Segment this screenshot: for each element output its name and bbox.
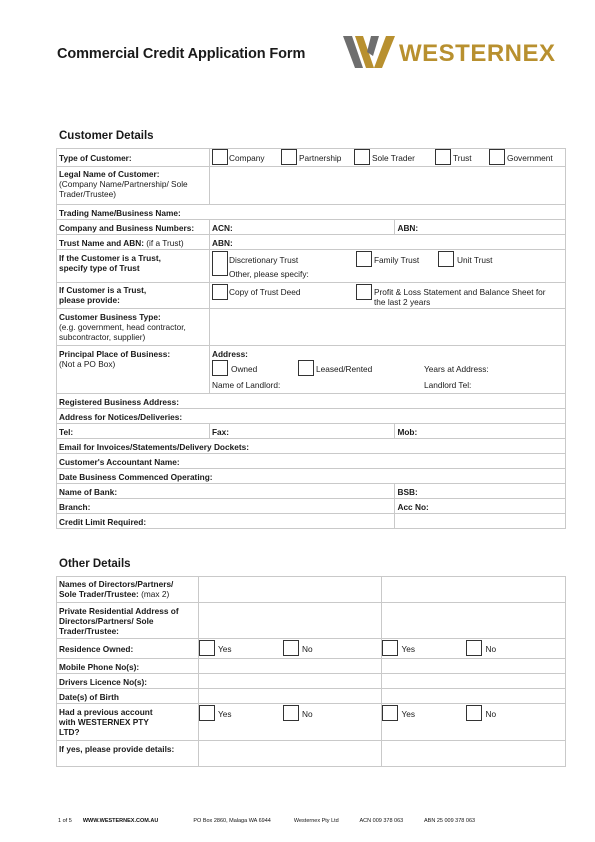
director-2-details-field[interactable] — [382, 741, 566, 767]
branch-label: Branch: — [59, 502, 91, 512]
details-label: If yes, please provide details: — [59, 744, 175, 754]
previous-2-yes-checkbox[interactable] — [382, 705, 398, 721]
date-commenced-field[interactable] — [57, 469, 566, 484]
acc-label: Acc No: — [397, 502, 429, 512]
trust-option-label: Trust — [452, 153, 472, 163]
company-numbers-label: Company and Business Numbers: — [59, 223, 195, 233]
notices-address-row — [57, 409, 566, 424]
mobile-label: Mobile Phone No(s): — [59, 662, 140, 672]
credit-limit-row — [57, 514, 566, 529]
email-label: Email for Invoices/Statements/Delivery Dockets: — [59, 442, 249, 452]
registered-address-field[interactable] — [57, 394, 566, 409]
landlord-name-label: Name of Landlord: — [211, 380, 281, 390]
director-1-details-field[interactable] — [198, 741, 382, 767]
trust-name-label: Trust Name and ABN: — [59, 238, 144, 248]
brand-logo — [343, 32, 573, 72]
trust-name-row — [57, 235, 566, 250]
sole-trader-option-label: Sole Trader — [371, 153, 415, 163]
director-2-name-field[interactable] — [382, 577, 566, 603]
leased-checkbox[interactable] — [298, 360, 314, 376]
other-trust-label: Other, please specify: — [228, 269, 309, 279]
years-at-address-label: Years at Address: — [423, 364, 489, 374]
trust-deed-checkbox[interactable] — [212, 284, 228, 300]
residence-2-yes-label: Yes — [401, 644, 416, 654]
residence-2-no-label: No — [485, 644, 497, 654]
bank-row — [57, 484, 566, 499]
previous-account-label: Had a previous account with WESTERNEX PTY LTD? — [59, 707, 153, 737]
trust-checkbox[interactable] — [435, 149, 451, 165]
accountant-label: Customer's Accountant Name: — [59, 457, 180, 467]
owned-checkbox[interactable] — [212, 360, 228, 376]
trading-name-row — [57, 205, 566, 220]
dob-label: Date(s) of Birth — [59, 692, 119, 702]
page-number: 1 of 5 — [58, 818, 72, 824]
legal-name-row — [57, 167, 566, 205]
discretionary-trust-label: Discretionary Trust — [228, 255, 299, 265]
acc-field[interactable] — [395, 499, 566, 514]
branch-field[interactable] — [57, 499, 395, 514]
previous-1-yes-checkbox[interactable] — [199, 705, 215, 721]
directors-hint: (max 2) — [141, 589, 170, 599]
abn-label: ABN: — [397, 223, 419, 233]
legal-name-label: Legal Name of Customer: — [59, 169, 160, 179]
director-1-licence-field[interactable] — [198, 674, 382, 689]
customer-details-table — [56, 148, 566, 529]
director-1-mobile-field[interactable] — [198, 659, 382, 674]
page-footer — [58, 818, 475, 824]
previous-2-no-checkbox[interactable] — [466, 705, 482, 721]
director-2-address-field[interactable] — [382, 603, 566, 639]
tel-field[interactable] — [57, 424, 210, 439]
director-1-address-field[interactable] — [198, 603, 382, 639]
profit-loss-label: Profit & Loss Statement and Balance Sheet for the last 2 years — [373, 287, 546, 307]
leased-label: Leased/Rented — [315, 364, 373, 374]
westernex-w-logo-icon — [343, 32, 399, 72]
bank-field[interactable] — [57, 484, 395, 499]
sole-trader-checkbox[interactable] — [354, 149, 370, 165]
trust-deed-label: Copy of Trust Deed — [228, 287, 301, 297]
registered-address-label: Registered Business Address: — [59, 397, 180, 407]
bank-label: Name of Bank: — [59, 487, 118, 497]
residence-2-no-checkbox[interactable] — [466, 640, 482, 656]
profit-loss-checkbox[interactable] — [356, 284, 372, 300]
previous-account-row — [57, 704, 566, 741]
previous-2-yes-label: Yes — [401, 709, 416, 719]
tel-fax-mob-row — [57, 424, 566, 439]
footer-po-box: PO Box 2860, Malaga WA 6944 — [193, 818, 271, 824]
fax-field[interactable] — [209, 424, 394, 439]
trust-type-label: If the Customer is a Trust, specify type of Trust — [59, 253, 161, 273]
family-trust-label: Family Trust — [373, 255, 420, 265]
brand-name: WESTERNEX — [399, 40, 556, 67]
previous-1-no-checkbox[interactable] — [283, 705, 299, 721]
residence-1-no-checkbox[interactable] — [283, 640, 299, 656]
fax-label: Fax: — [211, 427, 230, 437]
dob-row — [57, 689, 566, 704]
bsb-field[interactable] — [395, 484, 566, 499]
trust-abn-field[interactable] — [209, 235, 565, 250]
bsb-label: BSB: — [397, 487, 418, 497]
email-row — [57, 439, 566, 454]
legal-name-hint: (Company Name/Partnership/ Sole Trader/Trustee) — [59, 179, 188, 199]
trust-name-hint: (if a Trust) — [146, 238, 184, 248]
branch-row — [57, 499, 566, 514]
footer-website: WWW.WESTERNEX.COM.AU — [82, 818, 159, 824]
partnership-checkbox[interactable] — [281, 149, 297, 165]
customer-details-heading: Customer Details — [59, 130, 154, 142]
other-details-heading: Other Details — [59, 558, 131, 570]
previous-1-yes-label: Yes — [217, 709, 232, 719]
trust-type-row — [57, 250, 566, 283]
landlord-tel-label: Landlord Tel: — [423, 380, 472, 390]
type-of-customer-row — [57, 149, 566, 167]
details-row — [57, 741, 566, 767]
business-type-row — [57, 309, 566, 346]
residence-owned-row — [57, 639, 566, 659]
residence-1-yes-checkbox[interactable] — [199, 640, 215, 656]
business-type-field[interactable] — [209, 309, 565, 346]
residential-address-row — [57, 603, 566, 639]
type-of-customer-label: Type of Customer: — [59, 153, 132, 163]
trust-provide-row — [57, 283, 566, 309]
partnership-option-label: Partnership — [298, 153, 342, 163]
unit-trust-checkbox[interactable] — [438, 251, 454, 267]
legal-name-field[interactable] — [209, 167, 565, 205]
previous-2-no-label: No — [485, 709, 497, 719]
business-type-label: Customer Business Type: — [59, 312, 161, 322]
other-details-table — [56, 576, 566, 767]
trading-name-field[interactable] — [57, 205, 566, 220]
principal-place-label: Principal Place of Business: — [59, 349, 171, 359]
company-checkbox[interactable] — [212, 149, 228, 165]
director-2-mobile-field[interactable] — [382, 659, 566, 674]
previous-1-no-label: No — [301, 709, 313, 719]
trust-provide-label: If Customer is a Trust, please provide: — [59, 285, 147, 305]
notices-address-label: Address for Notices/Deliveries: — [59, 412, 183, 422]
government-option-label: Government — [506, 153, 553, 163]
trust-abn-label: ABN: — [211, 238, 233, 248]
director-2-licence-field[interactable] — [382, 674, 566, 689]
unit-trust-label: Unit Trust — [456, 255, 493, 265]
discretionary-trust-checkbox[interactable] — [212, 251, 228, 267]
residence-2-yes-checkbox[interactable] — [382, 640, 398, 656]
business-type-hint: (e.g. government, head contractor, subcontractor, supplier) — [59, 322, 186, 342]
government-checkbox[interactable] — [489, 149, 505, 165]
residence-1-yes-label: Yes — [217, 644, 232, 654]
licence-row — [57, 674, 566, 689]
acn-field[interactable] — [209, 220, 394, 235]
date-commenced-label: Date Business Commenced Operating: — [59, 472, 213, 482]
mob-label: Mob: — [397, 427, 418, 437]
footer-acn: ACN 009 378 063 — [359, 818, 404, 824]
director-2-dob-field[interactable] — [382, 689, 566, 704]
directors-row — [57, 577, 566, 603]
mob-field[interactable] — [395, 424, 566, 439]
date-commenced-row — [57, 469, 566, 484]
family-trust-checkbox[interactable] — [356, 251, 372, 267]
notices-address-field[interactable] — [57, 409, 566, 424]
acn-label: ACN: — [211, 223, 233, 233]
licence-label: Drivers Licence No(s): — [59, 677, 148, 687]
director-1-dob-field[interactable] — [198, 689, 382, 704]
footer-abn: ABN 25 009 378 063 — [424, 818, 476, 824]
principal-place-row — [57, 346, 566, 394]
directors-label: Names of Directors/Partners/ Sole Trader/Trustee: — [59, 579, 174, 599]
other-trust-checkbox[interactable] — [212, 266, 228, 276]
page-title: Commercial Credit Application Form — [57, 46, 306, 62]
abn-field[interactable] — [395, 220, 566, 235]
accountant-field[interactable] — [57, 454, 566, 469]
address-label: Address: — [211, 349, 248, 359]
principal-place-hint: (Not a PO Box) — [59, 359, 116, 369]
company-numbers-row — [57, 220, 566, 235]
email-field[interactable] — [57, 439, 566, 454]
accountant-row — [57, 454, 566, 469]
owned-label: Owned — [230, 364, 258, 374]
residential-address-label: Private Residential Address of Directors/Partners/ Sole Trader/Trustee: — [59, 606, 179, 636]
company-option-label: Company — [228, 153, 265, 163]
residence-1-no-label: No — [301, 644, 313, 654]
footer-company: Westernex Pty Ltd — [293, 818, 339, 824]
credit-limit-field[interactable] — [57, 514, 395, 529]
mobile-row — [57, 659, 566, 674]
tel-label: Tel: — [59, 427, 74, 437]
trading-name-label: Trading Name/Business Name: — [59, 208, 181, 218]
registered-address-row — [57, 394, 566, 409]
residence-owned-label: Residence Owned: — [59, 644, 134, 654]
director-1-name-field[interactable] — [198, 577, 382, 603]
credit-limit-label: Credit Limit Required: — [59, 517, 147, 527]
